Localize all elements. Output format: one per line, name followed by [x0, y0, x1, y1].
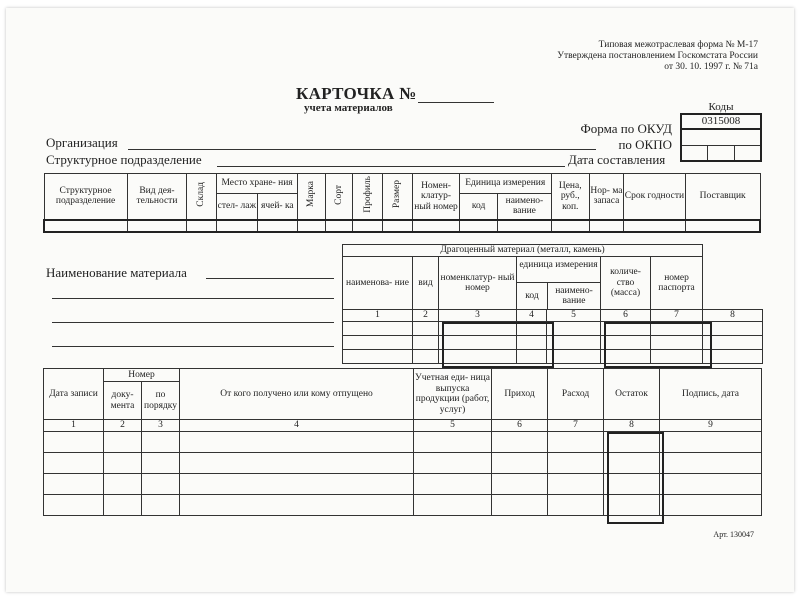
table1-cell[interactable]: [383, 220, 413, 232]
precious-col-number: 3: [439, 310, 517, 322]
col-signature: Подпись, дата: [660, 369, 762, 420]
material-name-field-4[interactable]: [52, 346, 334, 347]
date-month-field[interactable]: [708, 145, 735, 161]
okud-code: 0315008: [681, 114, 761, 129]
precious-unit-label: единица измерения: [517, 257, 600, 283]
table1-cell[interactable]: [44, 220, 127, 232]
grade-label: Сорт: [333, 184, 344, 205]
table1-cell[interactable]: [551, 220, 589, 232]
movement-cell[interactable]: [660, 432, 762, 453]
movement-cell[interactable]: [548, 453, 604, 474]
date-day-field[interactable]: [681, 145, 708, 161]
col-from-whom: От кого получено или кому отпущено: [180, 369, 414, 420]
organization-label: Организация: [46, 135, 118, 150]
col-brand: [298, 174, 326, 220]
movement-col-number: 6: [492, 420, 548, 432]
table1-cell[interactable]: [325, 220, 353, 232]
movement-cell[interactable]: [104, 495, 142, 516]
precious-col-number: 6: [601, 310, 651, 322]
table1-cell[interactable]: [624, 220, 686, 232]
movement-cell[interactable]: [660, 495, 762, 516]
col-unit-name: наимено- вание: [498, 194, 551, 220]
precious-col-number: 1: [343, 310, 413, 322]
table1-cell[interactable]: [498, 220, 551, 232]
codes-header: Коды: [681, 102, 761, 114]
movement-col-number: 4: [180, 420, 414, 432]
table1-cell[interactable]: [127, 220, 187, 232]
col-activity: Вид дея- тельности: [127, 174, 187, 220]
col-price: Цена, руб., коп.: [551, 174, 589, 220]
precious-col-number: 8: [703, 310, 763, 322]
organization-field[interactable]: [128, 149, 596, 150]
col-precious-name: наименова- ние: [343, 257, 413, 310]
precious-cell[interactable]: [413, 322, 439, 336]
table1-cell[interactable]: [187, 220, 217, 232]
card-title: КАРТОЧКА №: [296, 84, 417, 103]
precious-cell[interactable]: [343, 336, 413, 350]
col-shelf-life: Срок годности: [624, 174, 686, 220]
col-precious-kind: вид: [413, 257, 439, 310]
col-precious-unit: [517, 257, 601, 310]
col-cell: ячей- ка: [257, 194, 297, 220]
precious-quantity-box: [604, 322, 712, 368]
movement-cell[interactable]: [548, 495, 604, 516]
movement-cell[interactable]: [180, 453, 414, 474]
col-precious-quantity: количе- ство (масса): [601, 257, 651, 310]
material-name-field-2[interactable]: [52, 298, 334, 299]
movement-cell[interactable]: [414, 432, 492, 453]
col-size: [383, 174, 413, 220]
movement-col-number: 3: [142, 420, 180, 432]
precious-unit-name: наимено- вание: [555, 286, 593, 306]
material-name-label: Наименование материала: [46, 265, 187, 280]
movement-cell[interactable]: [180, 474, 414, 495]
col-balance: Остаток: [604, 369, 660, 420]
precious-nomenclature-box: [442, 322, 554, 368]
movement-cell[interactable]: [142, 432, 180, 453]
precious-cell[interactable]: [343, 322, 413, 336]
movement-col-number: 8: [604, 420, 660, 432]
codes-table: [680, 102, 762, 162]
table1-cell[interactable]: [413, 220, 460, 232]
precious-cell[interactable]: [547, 322, 601, 336]
division-label: Структурное подразделение: [46, 152, 202, 167]
precious-cell[interactable]: [547, 336, 601, 350]
movement-col-number: 5: [414, 420, 492, 432]
precious-col-number: 4: [517, 310, 547, 322]
movement-col-number: 9: [660, 420, 762, 432]
material-attributes-table: [43, 173, 761, 233]
col-profile: [353, 174, 383, 220]
table1-cell[interactable]: [353, 220, 383, 232]
approval-line: Утверждена постановлением Госкомстата России: [557, 51, 758, 61]
movement-cell[interactable]: [44, 453, 104, 474]
size-label: Размер: [392, 180, 403, 209]
table1-cell[interactable]: [589, 220, 623, 232]
brand-label: Марка: [306, 181, 317, 208]
table1-cell[interactable]: [685, 220, 760, 232]
division-field[interactable]: [217, 166, 565, 167]
col-supplier: Поставщик: [685, 174, 760, 220]
movement-cell[interactable]: [660, 453, 762, 474]
precious-col-number: 2: [413, 310, 439, 322]
balance-box: [607, 432, 664, 524]
col-unit-code: код: [459, 194, 497, 220]
okpo-code-field[interactable]: [681, 129, 761, 145]
article-number: Арт. 130047: [713, 530, 754, 539]
movement-cell[interactable]: [142, 495, 180, 516]
approval-date-line: от 30. 10. 1997 г. № 71а: [664, 62, 758, 72]
date-year-field[interactable]: [734, 145, 761, 161]
col-storage-place: Место хране- ния: [217, 174, 298, 194]
movement-cell[interactable]: [180, 495, 414, 516]
col-structural-division: Структурное подразделение: [44, 174, 127, 220]
precious-spacer: [703, 245, 763, 310]
precious-cell[interactable]: [343, 350, 413, 364]
movement-cell[interactable]: [492, 432, 548, 453]
movement-cell[interactable]: [414, 495, 492, 516]
form-sheet: [6, 8, 794, 592]
col-rack: стел- лаж: [217, 194, 257, 220]
precious-col-number: 5: [547, 310, 601, 322]
movement-cell[interactable]: [44, 495, 104, 516]
movement-cell[interactable]: [414, 453, 492, 474]
okpo-label: по ОКПО: [618, 137, 672, 152]
col-warehouse: [187, 174, 217, 220]
movement-cell[interactable]: [548, 432, 604, 453]
precious-cell[interactable]: [413, 336, 439, 350]
movement-cell[interactable]: [142, 453, 180, 474]
col-nomenclature-number: Номен- клатур- ный номер: [413, 174, 460, 220]
card-subtitle: учета материалов: [304, 102, 393, 114]
material-name-field-1[interactable]: [206, 278, 334, 279]
col-unit: Единица измерения: [459, 174, 551, 194]
profile-label: Профиль: [362, 176, 373, 213]
movement-col-number: 7: [548, 420, 604, 432]
col-number: Номер: [104, 369, 180, 382]
precious-cell[interactable]: [413, 350, 439, 364]
table1-cell[interactable]: [459, 220, 497, 232]
col-stock-norm: Нор- ма запаса: [589, 174, 623, 220]
movement-cell[interactable]: [414, 474, 492, 495]
col-expense: Расход: [548, 369, 604, 420]
col-sequence: по порядку: [142, 382, 180, 420]
col-receipt: Приход: [492, 369, 548, 420]
precious-col-number: 7: [651, 310, 703, 322]
col-precious-passport: номер паспорта: [651, 257, 703, 310]
col-precious-nomenclature: номенклатур- ный номер: [439, 257, 517, 310]
col-document: доку- мента: [104, 382, 142, 420]
col-record-date: Дата записи: [44, 369, 104, 420]
movement-cell[interactable]: [104, 432, 142, 453]
table1-cell[interactable]: [257, 220, 297, 232]
form-header: [557, 40, 758, 73]
warehouse-label: Склад: [196, 182, 207, 207]
col-accounting-unit: Учетная еди- ница выпуска продукции (работ, услуг): [414, 369, 492, 420]
movement-cell[interactable]: [104, 453, 142, 474]
material-name-field-3[interactable]: [52, 322, 334, 323]
movement-cell[interactable]: [492, 495, 548, 516]
table1-cell[interactable]: [217, 220, 257, 232]
date-compiled-label: Дата составления: [568, 152, 666, 167]
movement-cell[interactable]: [104, 474, 142, 495]
form-type-line: Типовая межотраслевая форма № М-17: [598, 40, 758, 50]
movement-cell[interactable]: [492, 474, 548, 495]
movement-cell[interactable]: [44, 474, 104, 495]
card-number-line[interactable]: [418, 102, 494, 103]
movement-cell[interactable]: [180, 432, 414, 453]
okud-label: Форма по ОКУД: [580, 121, 672, 136]
precious-material-title: Драгоценный материал (металл, камень): [343, 245, 703, 257]
movement-col-number: 2: [104, 420, 142, 432]
precious-cell[interactable]: [547, 350, 601, 364]
movement-cell[interactable]: [142, 474, 180, 495]
precious-unit-code: код: [517, 283, 548, 309]
col-grade: [325, 174, 353, 220]
movement-cell[interactable]: [492, 453, 548, 474]
movement-col-number: 1: [44, 420, 104, 432]
movement-cell[interactable]: [44, 432, 104, 453]
movement-cell[interactable]: [660, 474, 762, 495]
movement-cell[interactable]: [548, 474, 604, 495]
table1-cell[interactable]: [298, 220, 326, 232]
